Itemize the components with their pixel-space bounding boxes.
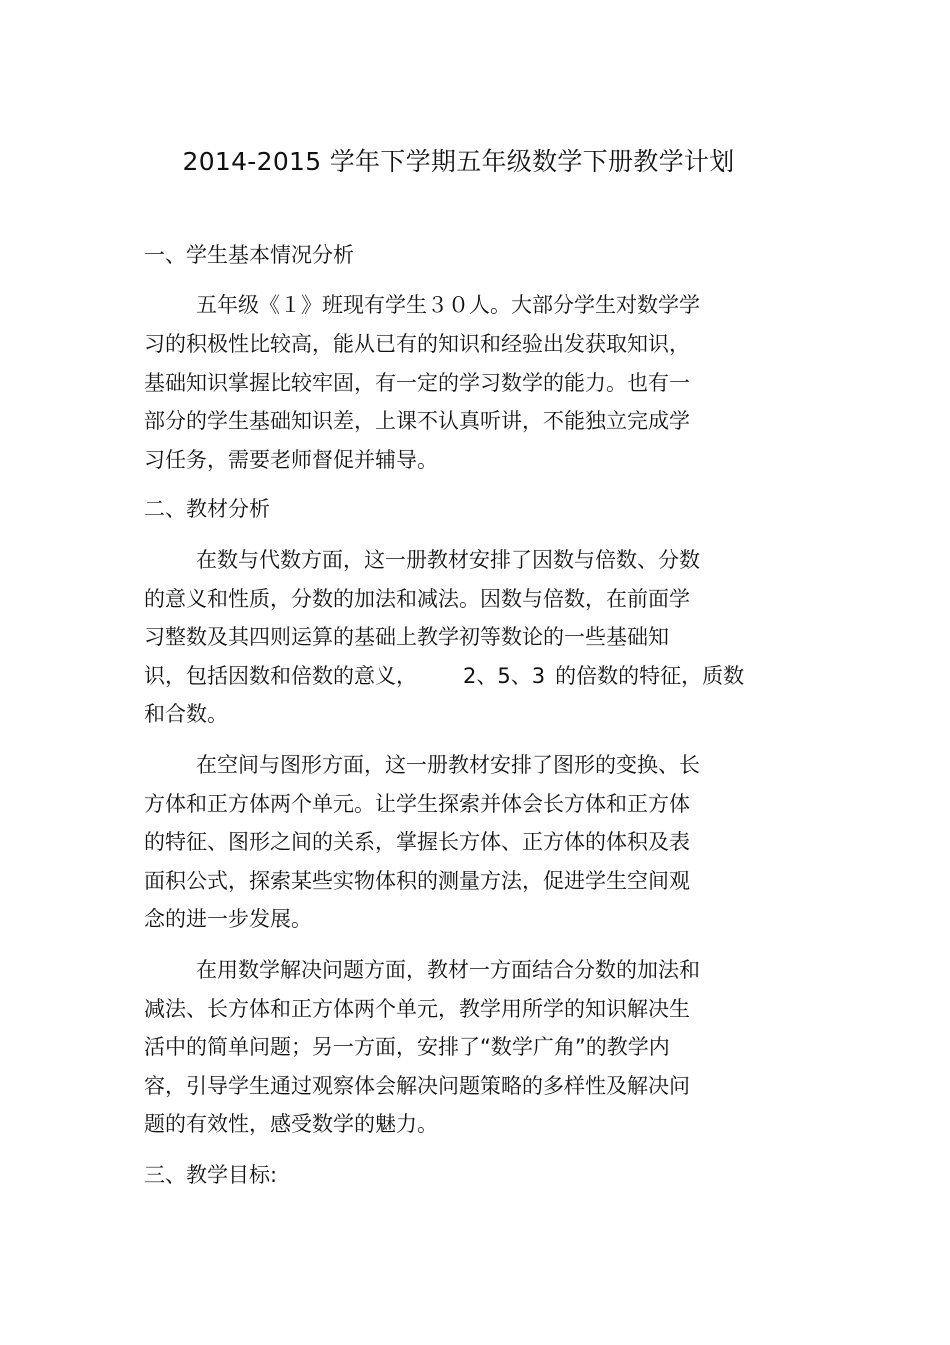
paragraph-line: 念的进一步发展。 <box>144 907 312 931</box>
section-heading-student-analysis: 一、学生基本情况分析 <box>144 243 354 267</box>
paragraph-line: 在数与代数方面，这一册教材安排了因数与倍数、分数 <box>196 548 700 572</box>
paragraph-line: 方体和正方体两个单元。让学生探索并体会长方体和正方体 <box>144 792 690 816</box>
paragraph-line: 的意义和性质，分数的加法和减法。因数与倍数，在前面学 <box>144 587 690 611</box>
paragraph-line: 容，引导学生通过观察体会解决问题策略的多样性及解决问 <box>144 1074 690 1098</box>
paragraph-line: 基础知识掌握比较牢固，有一定的学习数学的能力。也有一 <box>144 371 690 395</box>
paragraph-line: 在空间与图形方面，这一册教材安排了图形的变换、长 <box>196 753 700 777</box>
paragraph-line: 习任务，需要老师督促并辅导。 <box>144 448 438 472</box>
paragraph-line: 减法、长方体和正方体两个单元，教学用所学的知识解决生 <box>144 997 690 1021</box>
document-title: 2014-2015 学年下学期五年级数学下册教学计划 <box>182 147 735 176</box>
paragraph-line: 和合数。 <box>144 702 228 726</box>
text-segment: 的倍数的特征，质数 <box>555 664 745 688</box>
paragraph-line-mixed <box>144 661 744 691</box>
paragraph-line: 部分的学生基础知识差，上课不认真听讲，不能独立完成学 <box>144 409 690 433</box>
text-segment: 识，包括因数和倍数的意义， <box>144 664 417 688</box>
section-heading-textbook-analysis: 二、教材分析 <box>144 497 270 521</box>
paragraph-line: 活中的简单问题；另一方面，安排了“数学广角”的教学内 <box>144 1035 670 1059</box>
paragraph-line: 面积公式，探索某些实物体积的测量方法，促进学生空间观 <box>144 869 690 893</box>
section-heading-teaching-goals: 三、教学目标: <box>144 1163 278 1187</box>
number-list: 2、5、3 <box>463 664 546 688</box>
paragraph-line: 五年级《１》班现有学生３０人。大部分学生对数学学 <box>196 293 700 317</box>
paragraph-line: 习的积极性比较高，能从已有的知识和经验出发获取知识， <box>144 332 690 356</box>
paragraph-line: 的特征、图形之间的关系，掌握长方体、正方体的体积及表 <box>144 830 690 854</box>
paragraph-line: 在用数学解决问题方面，教材一方面结合分数的加法和 <box>196 958 700 982</box>
paragraph-line: 习整数及其四则运算的基础上教学初等数论的一些基础知 <box>144 625 669 649</box>
paragraph-line: 题的有效性，感受数学的魅力。 <box>144 1112 438 1136</box>
